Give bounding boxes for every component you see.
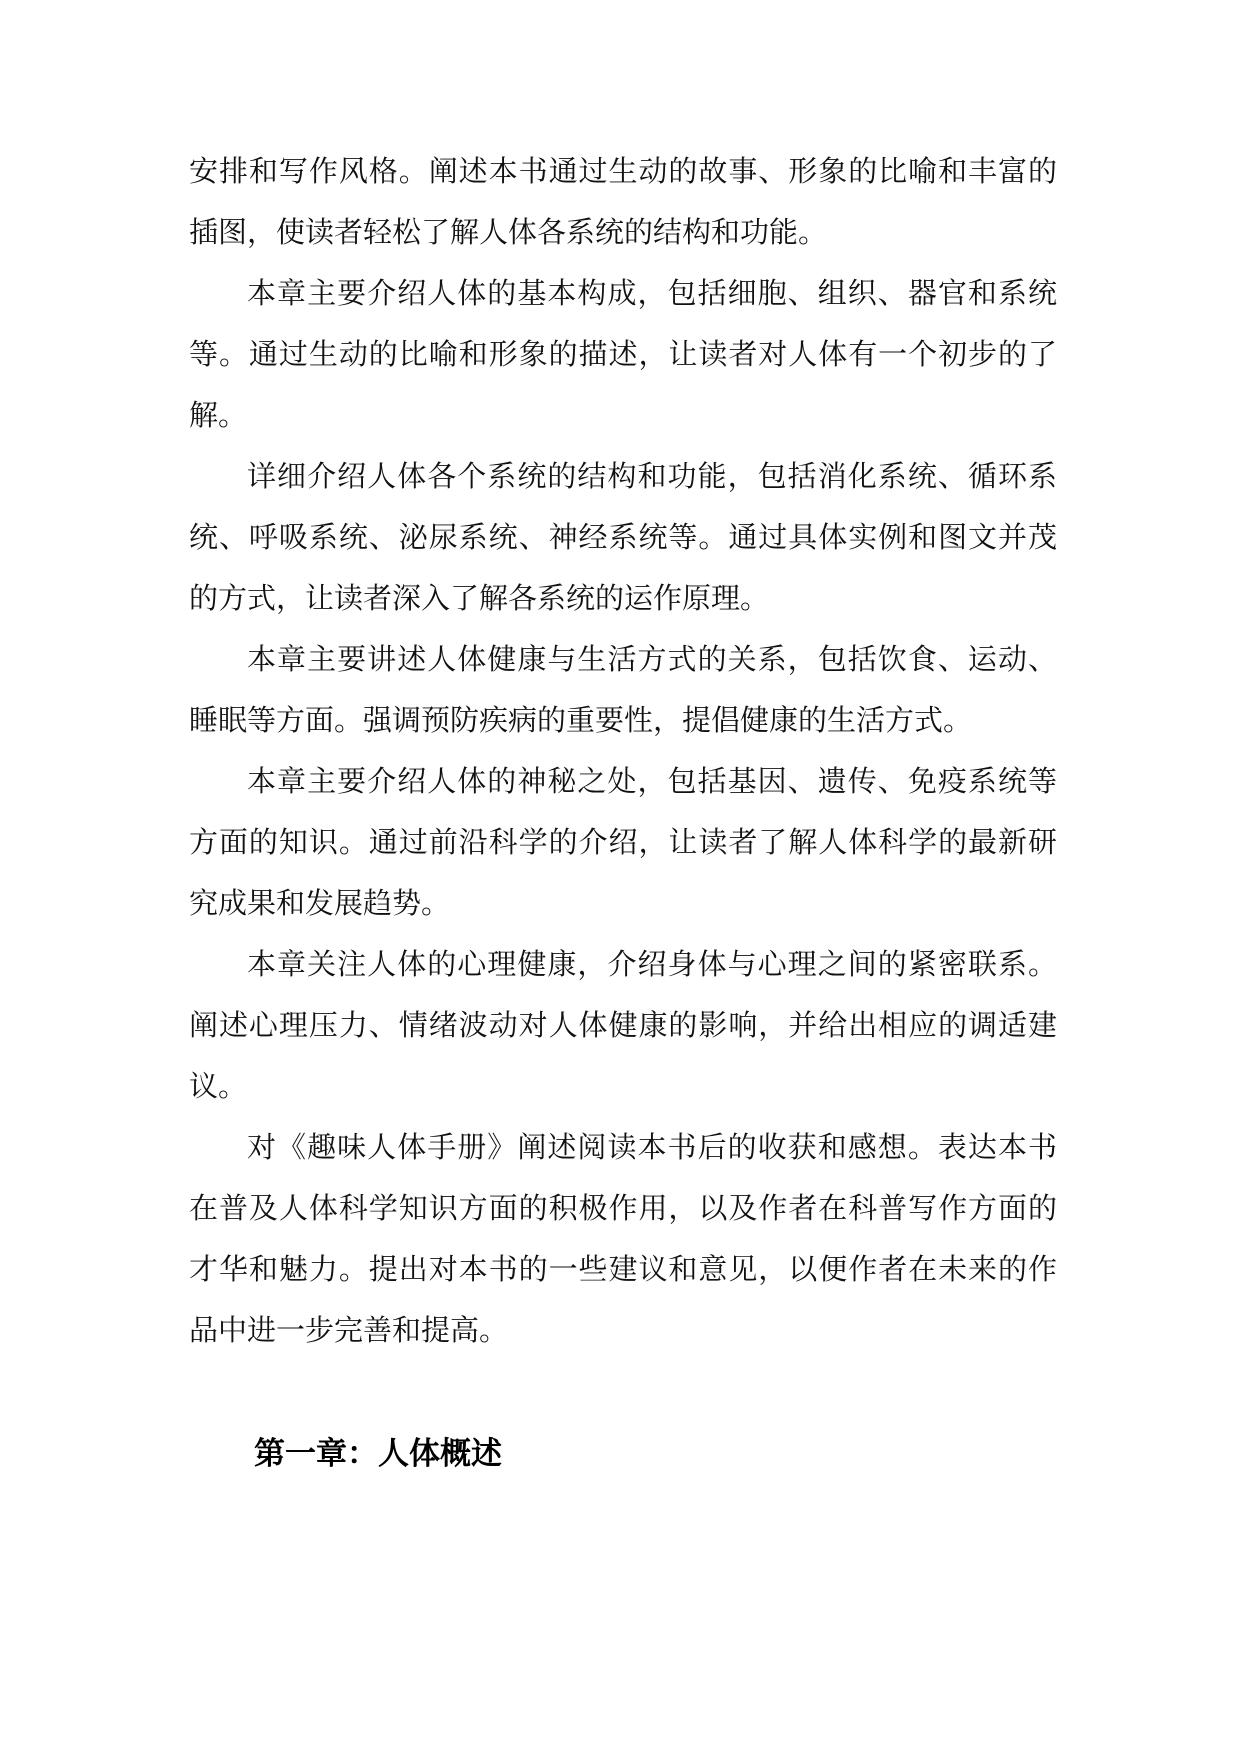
paragraph-continuation: 安排和写作风格。阐述本书通过生动的故事、形象的比喻和丰富的插图，使读者轻松了解人体各系统的结构和功能。 [189, 154, 1057, 249]
paragraph-body-systems: 详细介绍人体各个系统的结构和功能，包括消化系统、循环系统、呼吸系统、泌尿系统、神经系统等。通过具体实例和图文并茂的方式，让读者深入了解各系统的运作原理。 [189, 459, 1057, 615]
paragraph-reflections: 对《趣味人体手册》阐述阅读本书后的收获和感想。表达本书在普及人体科学知识方面的积极作用，以及作者在科普写作方面的才华和魅力。提出对本书的一些建议和意见，以便作者在未来的作品中进一步完善和提高。 [189, 1130, 1057, 1347]
document-body [189, 141, 1057, 1485]
paragraph-basic-structure: 本章主要介绍人体的基本构成，包括细胞、组织、器官和系统等。通过生动的比喻和形象的描述，让读者对人体有一个初步的了解。 [189, 276, 1057, 432]
paragraph-body-mysteries: 本章主要介绍人体的神秘之处，包括基因、遗传、免疫系统等方面的知识。通过前沿科学的介绍，让读者了解人体科学的最新研究成果和发展趋势。 [189, 764, 1057, 920]
paragraph-health-lifestyle: 本章主要讲述人体健康与生活方式的关系，包括饮食、运动、睡眠等方面。强调预防疾病的重要性，提倡健康的生活方式。 [189, 642, 1057, 737]
chapter-heading: 第一章：人体概述 [254, 1436, 502, 1472]
paragraph-mental-health: 本章关注人体的心理健康，介绍身体与心理之间的紧密联系。阐述心理压力、情绪波动对人体健康的影响，并给出相应的调适建议。 [189, 947, 1057, 1103]
